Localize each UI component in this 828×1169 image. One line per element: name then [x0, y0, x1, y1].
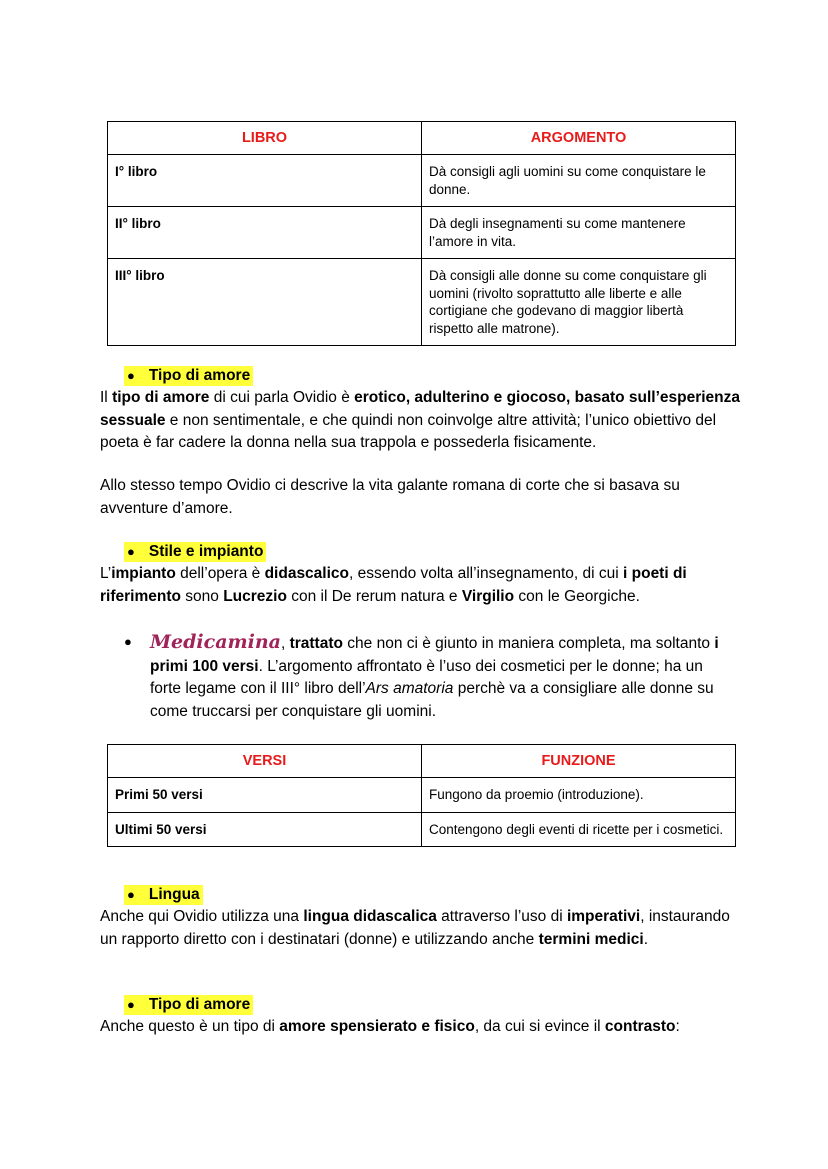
text-span: sono	[180, 587, 224, 605]
italic-span: Ars amatoria	[365, 680, 454, 697]
table-cell: I° libro	[108, 155, 422, 207]
bold-span: termini medici	[538, 930, 644, 948]
table-row	[108, 812, 736, 847]
text-span: che non ci è giunto in maniera completa, ma soltanto	[342, 635, 715, 652]
column-header-libro: LIBRO	[108, 122, 422, 155]
bullet-icon: ●	[127, 544, 135, 559]
table-header-row	[108, 122, 736, 155]
table-cell: Contengono degli eventi di ricette per i cosmetici.	[422, 812, 736, 847]
heading-text: Lingua	[148, 886, 200, 903]
table-cell: Dà consigli alle donne su come conquistare gli uomini (rivolto soprattutto alle liberte e alle cortigiane che godevano di maggior libertà rispetto alle matrone).	[422, 259, 736, 346]
table-row	[108, 259, 736, 346]
column-header-funzione: FUNZIONE	[422, 745, 736, 778]
section-heading	[124, 995, 253, 1015]
text-span: .	[643, 930, 648, 948]
paragraph	[100, 1016, 740, 1039]
paragraph	[100, 563, 740, 608]
heading-text: Tipo di amore	[148, 367, 251, 384]
table-cell: Primi 50 versi	[108, 778, 422, 813]
section-heading	[124, 366, 253, 386]
text-span: L’	[100, 565, 112, 582]
table-cell: Fungono da proemio (introduzione).	[422, 778, 736, 813]
column-header-argomento: ARGOMENTO	[422, 122, 736, 155]
bullet-icon: ●	[124, 634, 132, 649]
bold-span: amore spensierato e fisico	[279, 1018, 475, 1035]
text-span: , instaurando un rapporto diretto con i destinatari (donne) e utilizzando anche	[100, 908, 730, 948]
table-row	[108, 155, 736, 207]
bold-span: i primi 100 versi	[150, 635, 719, 675]
bold-span: contrasto	[604, 1018, 676, 1035]
bold-span: i poeti di riferimento	[100, 565, 687, 605]
text-span: Il	[100, 389, 113, 406]
paragraph	[150, 631, 734, 723]
bullet-icon: ●	[127, 997, 135, 1012]
libro-table	[107, 121, 736, 346]
text-span: Anche questo è un tipo di	[100, 1018, 280, 1035]
highlight	[124, 995, 253, 1015]
text-span: con il De rerum natura e	[286, 587, 462, 605]
text-span: attraverso l’uso di	[436, 908, 567, 925]
paragraph	[100, 387, 740, 455]
table-row	[108, 778, 736, 813]
versi-table	[107, 744, 736, 847]
table-cell: Dà consigli agli uomini su come conquistare le donne.	[422, 155, 736, 207]
bold-span: lingua didascalica	[303, 908, 437, 925]
bold-span: erotico, adulterino e giocoso, basato sull’esperienza sessuale	[100, 389, 741, 429]
bullet-icon: ●	[127, 368, 135, 383]
table-row	[108, 207, 736, 259]
paragraph	[100, 906, 740, 951]
table-cell: Dà degli insegnamenti su come mantenere l’amore in vita.	[422, 207, 736, 259]
section-heading	[124, 885, 203, 905]
heading-text: Stile e impianto	[148, 543, 264, 560]
table-cell: Ultimi 50 versi	[108, 812, 422, 847]
text-span: di cui parla Ovidio è	[209, 389, 355, 406]
text-span: , da cui si evince il	[474, 1018, 605, 1035]
text-span: Anche qui Ovidio utilizza una	[100, 908, 304, 925]
section-heading	[124, 542, 266, 562]
table-header-row	[108, 745, 736, 778]
bold-span: Virgilio	[461, 587, 515, 605]
text-span: dell’opera è	[175, 565, 265, 582]
column-header-versi: VERSI	[108, 745, 422, 778]
text-span: ,	[280, 635, 290, 652]
highlight	[124, 885, 203, 905]
text-span: :	[675, 1018, 680, 1035]
bullet-icon: ●	[127, 887, 135, 902]
paragraph: Allo stesso tempo Ovidio ci descrive la vita galante romana di corte che si basava su avventure d’amore.	[100, 477, 680, 517]
text-span: , essendo volta all’insegnamento, di cui	[349, 565, 624, 582]
highlight	[124, 366, 253, 386]
bold-span: trattato	[289, 635, 343, 652]
text-span: . L’argomento affrontato è l’uso dei cosmetici per le donne; ha un forte legame con il III° libro dell’	[150, 657, 703, 697]
medicamina-bullet	[124, 631, 734, 723]
text-span: e non sentimentale, e che quindi non coinvolge altre attività; l’unico obiettivo del poeta è far cadere la donna nella sua trappola e possederla fisicamente.	[100, 411, 717, 451]
text-span: perchè va a consigliare alle donne su come truccarsi per conquistare gli uomini.	[150, 680, 714, 720]
bold-span: Lucrezio	[223, 587, 287, 605]
medicamina-title: Medicamina	[150, 631, 281, 653]
bold-span: imperativi	[566, 908, 641, 925]
table-cell: III° libro	[108, 259, 422, 346]
bold-span: tipo di amore	[112, 389, 210, 406]
text-span: con le Georgiche.	[514, 587, 640, 605]
bold-span: impianto	[111, 565, 176, 582]
bold-span: didascalico	[264, 565, 350, 582]
heading-text: Tipo di amore	[148, 996, 251, 1013]
highlight	[124, 542, 266, 562]
table-cell: II° libro	[108, 207, 422, 259]
